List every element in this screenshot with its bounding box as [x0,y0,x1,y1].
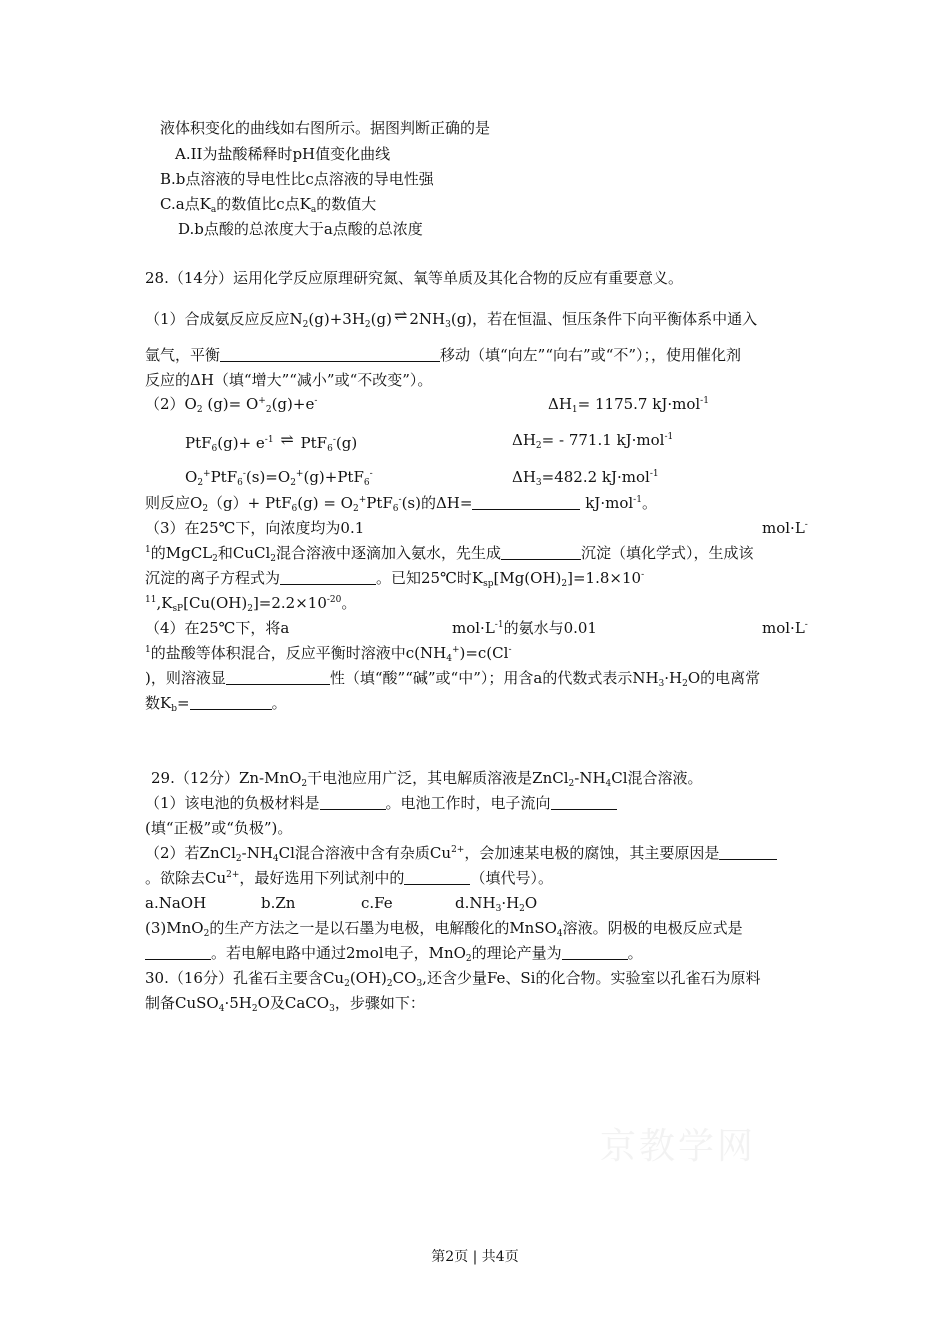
answer-blank[interactable] [551,795,617,810]
q28-dh1: $\Delta H_1= 1175.7$ kJ·mol$^{-1}$ [548,395,709,415]
answer-blank[interactable] [220,347,440,362]
q29-part2-line2: 。欲除去$Cu^{2+}$，最好选用下列试剂中的 （填代号）。 [145,869,553,887]
q28-eq3: $O_2^+PtF_6^-(s)=O_2^+(g)+PtF_6^-$ [185,468,373,488]
q29-part3-line1: (3)MnO$_2$的生产方法之一是以石墨为电极，电解酸化的MnSO$_4$溶液。阴极的电极反应式是 [145,919,743,939]
page-footer: 第2页 | 共4页 [431,1249,519,1265]
answer-blank[interactable] [472,495,580,510]
q29-part3-line2: 。若电解电路中通过2mol电子，MnO$_2$的理论产量为 。 [145,943,643,963]
answer-blank[interactable] [145,945,211,960]
q28-eq2: $PtF_6(g)+ e^{-1}$ ⇌ PtF$_6$-(g) [185,430,358,454]
q28-part3-line4: $^{11},K_{sP}[Cu(OH)_2]=2.2\times 10^{-20}$。 [145,594,357,614]
q27-option-c: C.a点$K_a$的数值比c点$K_a$的数值大 [160,195,377,215]
q28-part4-line3: )，则溶液显 性（填“酸”“碱”或“中”）；用含a的代数式表示$NH_3\cdot H_2O$的电离常 [145,669,761,689]
q27-stem: 液体积变化的曲线如右图所示。据图判断正确的是 [160,119,491,137]
q28-part1-line3: 反应的ΔH（填“增大”“减小”或“不改变”）。 [145,371,433,389]
q28-part4-line1c: mol·L- [762,619,808,637]
answer-blank[interactable] [404,870,470,885]
q28-part1-line1: （1）合成氨反应反应$N_2(g)+3H_2(g)$ ⇌ $2NH_3(g)$，若在恒温、恒压条件下向平衡体系中通入 [145,306,758,330]
watermark: 京教学网 [600,1126,757,1167]
q27-option-a: A.II为盐酸稀释时pH值变化曲线 [175,145,391,163]
answer-blank[interactable] [226,670,330,685]
q28-part4-line1b: $mol\cdot L^{-1}$的氨水与0.01 [452,619,597,637]
q28-part4-line4: 数$K_b=$ 。 [145,694,287,714]
q30-line2: 制备$CuSO_4\cdot 5H_2O$及CaCO$_3$，步骤如下： [145,994,425,1014]
q27-option-d: D.b点酸的总浓度大于a点酸的总浓度 [178,220,423,238]
q28-dh2: $\Delta H_2= - 771.1$ kJ·mol$^{-1}$ [512,431,674,451]
q28-part2-question: 则反应$O_2(g)+ PtF_6(g) = O_2^+PtF_6^-(s)$的ΔH= kJ·mol$^{-1}$。 [145,494,657,514]
q28-part3-line1b: mol·L- [762,519,808,537]
answer-blank[interactable] [320,795,386,810]
answer-blank[interactable] [501,545,581,560]
equilibrium-arrow-icon: ⇌ [280,430,294,449]
q27-option-b: B.b点溶液的导电性比c点溶液的导电性强 [160,170,434,188]
q28-dh3: $\Delta H_3=482.2$ kJ·mol$^{-1}$ [512,468,659,488]
q28-part3-line3: 沉淀的离子方程式为 。已知25℃时$K_{sp}[Mg(OH)_2]=1.8\times 10^-$ [145,569,645,589]
answer-blank[interactable] [719,845,777,860]
q28-part1-line2: 氩气，平衡 移动（填“向左”“向右”或“不”）；，使用催化剂 [145,346,742,364]
q29-part1-line1: （1）该电池的负极材料是 。电池工作时，电子流向 [145,793,617,813]
q29-option-b: b.Zn [261,894,296,912]
answer-blank[interactable] [190,695,272,710]
q29-title: 29.（12分）Zn-MnO$_2$干电池应用广泛，其电解质溶液是$ZnCl_2-NH_4Cl$混合溶液。 [151,769,703,789]
q29-part1-line2: (填“正极”或“负极”)。 [145,819,293,837]
q28-part3-line1a: （3）在25℃下，向浓度均为0.1 [145,519,365,537]
answer-blank[interactable] [562,945,628,960]
q30-line1: 30.（16分）孔雀石主要含$Cu_2(OH)_2CO_3$,还含少量Fe、Si的化合物。实验室以孔雀石为原料 [145,969,761,989]
q29-part2-line1: （2）若$ZnCl_2-NH_4Cl$混合溶液中含有杂质$Cu^{2+}$，会加速某电极的腐蚀，其主要原因是 [145,843,777,863]
q28-title: 28.（14分）运用化学反应原理研究氮、氧等单质及其化合物的反应有重要意义。 [145,269,683,287]
q28-part3-line2: $^1$的MgCL$_2$和CuCl$_2$混合溶液中逐滴加入氨水，先生成 沉淀（填化学式），生成该 [145,544,754,564]
q29-option-a: a.NaOH [145,894,207,912]
q28-part4-line1a: （4）在25℃下，将a [145,619,290,637]
answer-blank[interactable] [280,570,376,585]
equilibrium-arrow-icon: ⇌ [393,306,408,325]
q28-eq1: $(2)O_2$ $(g)= O^+_2(g)+e^-$ [145,395,318,415]
q28-part4-line2: $^1$的盐酸等体积混合，反应平衡时溶液中$c(NH_4^+)=c(Cl^-$ [145,644,512,664]
q29-option-d: $d.NH_3\cdot H_2O$ [455,894,538,914]
q29-option-c: c.Fe [361,894,393,912]
